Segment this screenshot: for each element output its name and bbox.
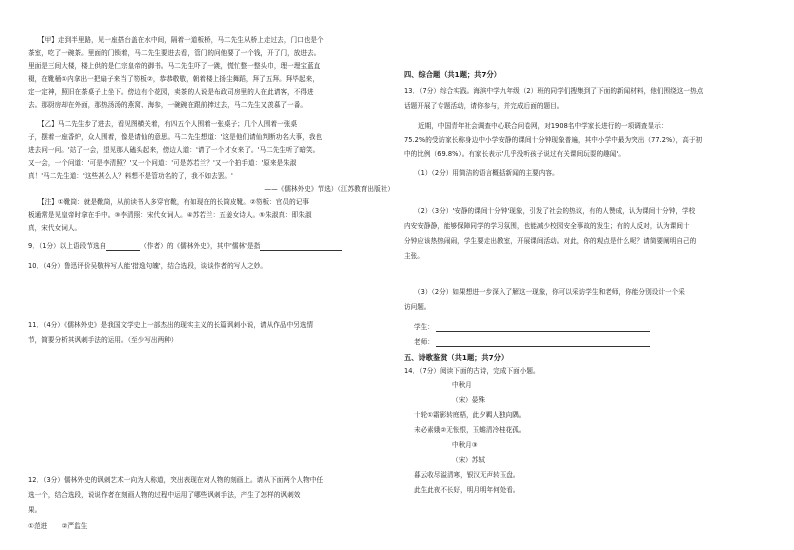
poem-2-author: （宋）苏轼 <box>452 456 485 464</box>
poem-2-line: 暮云收尽溢清寒，银汉无声转玉盘。 <box>414 471 520 479</box>
question-14: 14．（7分）阅读下面的古诗，完成下面小题。 <box>404 367 540 375</box>
news-line: 近期，中国青年社会调查中心联合问卷网，对1908名中学家长进行的一项调查显示： <box>418 122 668 130</box>
option-fanjin[interactable]: ①范进 <box>28 522 48 530</box>
question-13-line: 13．（7分）综合实践。海滨中学九年级（2）班的同学们搜集到了下面的新闻材料，他们围绕这一热点 <box>404 87 704 95</box>
option-yanjiansheng[interactable]: ②严监生 <box>61 522 88 530</box>
answer-blank-rulin[interactable] <box>260 244 342 251</box>
question-13-1: （1）（2分）用简洁的语言概括新闻的主要内容。 <box>414 169 559 177</box>
notes-line: 【注】①靴筒：就是靴筒，从前读书人多穿官靴，有如现在的长筒皮靴。②笏板：官员的记事 <box>38 198 310 206</box>
news-line: 75.2%的受访家长称身边中小学安静的课间十分钟现象普遍，其中小学中最为突出（77.2%），高于初 <box>404 136 703 144</box>
question-13-3-line: 访问题。 <box>404 303 431 311</box>
passage-source: ——《儒林外史》节选）（江苏教育出版社） <box>264 185 394 193</box>
question-9-part-a: 9．（1分）以上语段节选自 <box>28 242 107 250</box>
passage-jia-line: 定一定神，照旧在茶桌子上坐下。傍边有个花园，卖茶的人说是布政司房里的人在此请客，不得进 <box>28 88 314 96</box>
passage-yi-line: 又一会，一个问道：'可是李清照？'又一个问道：'可是苏若兰？'又一个拍手道：'原来是朱淑 <box>28 159 297 167</box>
question-12-options <box>28 522 87 531</box>
passage-jia-line: 茶室，吃了一碗茶。里面的门锁着，马二先生要进去看，管门的问他要了一个钱，开了门，放进去。 <box>28 49 321 57</box>
news-line: 中的比例（69.8%）。有家长表示'几乎没听孩子说过有关课间玩耍的趣闻'。 <box>404 150 625 158</box>
passage-yi-line: 进去问一问。'站了一会，望见那人磕头起来，傍边人道：'请了一个才女来了。'马二先生听了暗笑。 <box>28 146 320 154</box>
question-9 <box>28 242 342 251</box>
passage-yi-line: 【乙】马二先生步了进去，看见图横关着，有四五个人围着一张桌子；几个人围着一张桌 <box>38 120 298 128</box>
poem-1-line: 未必素娥②无怅恨，玉蟾清冷桂花孤。 <box>414 426 526 434</box>
question-10: 10．（4分）鲁迅评价吴敬梓写人能'措逸句魄'，结合选段，谈谈作者的写人之妙。 <box>28 262 268 270</box>
answer-blank-author[interactable] <box>106 244 140 251</box>
passage-jia-line: 里面是三间大楼，楼上供的是仁宗皇帝的御书。马二先生吓了一跳，慌忙整一整头巾，理一理宝蓝直 <box>28 62 321 70</box>
question-11-line: 11．（4分）《儒林外史》是我国文学史上一部杰出的现实主义的长篇讽刺小说，请从作品中另选情 <box>28 321 314 329</box>
question-13-2-line: 内安安静静，能够保障同学的学习氛围，也能减少校园安全事故的发生；有的人反对，认为课间十 <box>404 222 690 230</box>
poem-1-author: （宋）晏殊 <box>452 396 485 404</box>
student-answer-line[interactable] <box>436 331 650 332</box>
student-label: 学生： <box>414 323 434 331</box>
question-9-part-b: （作者）的《儒林外史》，其中'儒林'是指 <box>140 242 261 250</box>
question-13-2-line: 分钟应该热热闹闹，学生要走出教室，开展课间活动。对此，你的观点是什么呢？请简要阐明自己的 <box>404 237 697 245</box>
question-13-2-line: （2）（3分）'安静的课间十分钟'现象，引发了社会的热议，有的人赞成，认为课间十分钟，学校 <box>414 207 696 215</box>
teacher-answer-line[interactable] <box>436 346 650 347</box>
section-4-heading: 四、综合题（共1题；共7分） <box>404 70 501 79</box>
notes-line: 板通常是见皇帝时拿在手中。③李清照：宋代女词人。④苏若兰：五姜女诗人。⑤朱淑真：即朱淑 <box>28 211 312 219</box>
question-12-line: 果。 <box>28 506 42 514</box>
poem-1-title: 中秋月 <box>452 381 472 389</box>
question-13-line: 话题开展了专题活动，请你参与，并完成后面的题目。 <box>404 102 564 110</box>
question-13-3-line: （3）（2分）如果想进一步深入了解这一现象，你可以采访学生和老师，你能分别设计一个采 <box>414 288 685 296</box>
passage-jia-line: 【甲】走到半里路，见一座搭台盖在水中间，隔着一道板桥，马二先生从桥上走过去，门口也是个 <box>38 36 324 44</box>
passage-jia-line: 裰，在靴桶①内拿出一把扇子来当了笏板②，恭恭敬敬，朝着楼上扬尘舞蹈，拜了五拜。拜毕起来， <box>28 75 319 83</box>
passage-yi-line: 真！'马二先生道：'这些甚么人？料想不是管功名的了，我不如去罢。' <box>28 172 233 180</box>
section-5-heading: 五、诗歌鉴赏（共1题；共7分） <box>404 353 509 362</box>
question-11-line: 节，简要分析其讽刺手法的运用。（至少写出两种） <box>28 336 178 344</box>
poem-1-line: 十轮①霜影转庭梧，此夕羁人独向隅。 <box>414 411 526 419</box>
question-12-line: 12．（3分）儒林外史的讽刺艺术一向为人称道，突出表现在对人物的刻画上。请从下面两个人物中任 <box>28 476 324 484</box>
passage-jia-line: 去。那厨房却在外面，那热汤汤的燕窝、海参，一碗碗在跟前捧过去，马二先生又羡慕了一番。 <box>28 101 308 109</box>
question-13-2-line: 主张。 <box>404 252 424 260</box>
poem-2-title: 中秋月③ <box>452 441 478 449</box>
question-12-line: 选一个，结合选段，说说作者在刻画人物的过程中运用了哪些讽刺手法，产生了怎样的讽刺效 <box>28 491 301 499</box>
passage-yi-line: 子，摆着一座香炉，众人围着，像是请仙的意思。马二先生想道：'这是他们请仙判断功名大事，我也 <box>28 133 323 141</box>
teacher-label: 老师： <box>414 338 434 346</box>
poem-2-line: 此生此夜不长好，明月明年何处看。 <box>414 486 520 494</box>
notes-line: 真，宋代女词人。 <box>28 224 82 232</box>
